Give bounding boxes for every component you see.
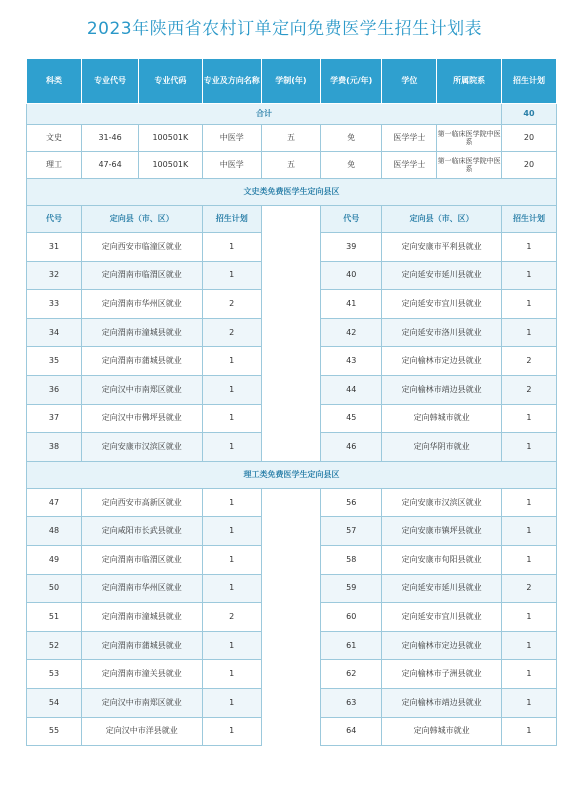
header-plan: 招生计划 — [501, 59, 556, 104]
row-code-right: 45 — [321, 404, 382, 433]
section-title-row — [27, 461, 557, 488]
row-code-right: 58 — [321, 545, 382, 574]
major-code: 31-46 — [82, 125, 139, 152]
row-county-right: 定向韩城市就业 — [382, 404, 502, 433]
row-code: 51 — [27, 603, 82, 632]
row-plan-right: 1 — [501, 545, 556, 574]
page-title: 2023年陕西省农村订单定向免费医学生招生计划表 — [86, 19, 483, 39]
row-plan-right: 2 — [501, 574, 556, 603]
row-code: 50 — [27, 574, 82, 603]
table-row — [27, 488, 557, 517]
row-plan: 1 — [202, 688, 261, 717]
header-subject: 科类 — [27, 59, 82, 104]
major-name: 中医学 — [202, 152, 261, 179]
row-code: 32 — [27, 261, 82, 290]
row-county-right: 定向榆林市子洲县就业 — [382, 660, 502, 689]
row-county-right: 定向延安市延川县就业 — [382, 574, 502, 603]
row-county-right: 定向延安市宜川县就业 — [382, 603, 502, 632]
row-plan: 1 — [202, 574, 261, 603]
row-plan-right: 1 — [501, 404, 556, 433]
row-code: 37 — [27, 404, 82, 433]
row-code-right: 41 — [321, 290, 382, 319]
row-code-right: 64 — [321, 717, 382, 746]
row-plan: 2 — [202, 318, 261, 347]
section-title: 文史类免费医学生定向县区 — [27, 179, 557, 206]
row-plan: 1 — [202, 631, 261, 660]
section-colhead-row — [27, 206, 557, 233]
row-county-right: 定向华阴市就业 — [382, 433, 502, 462]
gap-column — [261, 488, 320, 745]
row-plan-right: 1 — [501, 318, 556, 347]
major-school: 第一临床医学院中医系 — [437, 152, 502, 179]
row-code-right: 42 — [321, 318, 382, 347]
row-county: 定向渭南市潼城县就业 — [82, 318, 203, 347]
summary-label: 合计 — [27, 104, 502, 125]
row-county: 定向汉中市佛坪县就业 — [82, 404, 203, 433]
row-county-right: 定向榆林市定边县就业 — [382, 631, 502, 660]
major-row — [27, 125, 557, 152]
row-county: 定向渭南市潼城县就业 — [82, 603, 203, 632]
row-county: 定向汉中市南郑区就业 — [82, 688, 203, 717]
header-duration: 学制(年) — [261, 59, 320, 104]
row-county-right: 定向榆林市靖边县就业 — [382, 688, 502, 717]
row-code-right: 59 — [321, 574, 382, 603]
major-degree: 医学学士 — [382, 152, 437, 179]
row-county-right: 定向安康市旬阳县就业 — [382, 545, 502, 574]
row-plan: 1 — [202, 717, 261, 746]
row-plan-right: 1 — [501, 603, 556, 632]
major-row — [27, 152, 557, 179]
row-plan: 2 — [202, 603, 261, 632]
row-plan: 1 — [202, 433, 261, 462]
row-plan-right: 1 — [501, 488, 556, 517]
row-county-right: 定向安康市汉滨区就业 — [382, 488, 502, 517]
section-title-row — [27, 179, 557, 206]
row-plan-right: 1 — [501, 517, 556, 546]
row-plan: 1 — [202, 545, 261, 574]
row-code: 38 — [27, 433, 82, 462]
row-code: 49 — [27, 545, 82, 574]
row-county: 定向西安市高新区就业 — [82, 488, 203, 517]
gap-column — [261, 206, 320, 462]
major-school: 第一临床医学院中医系 — [437, 125, 502, 152]
major-duration: 五 — [261, 125, 320, 152]
row-county-right: 定向榆林市靖边县就业 — [382, 375, 502, 404]
row-plan: 1 — [202, 404, 261, 433]
section-title: 理工类免费医学生定向县区 — [27, 461, 557, 488]
major-id: 100501K — [139, 125, 202, 152]
summary-row — [27, 104, 557, 125]
row-county: 定向安康市汉滨区就业 — [82, 433, 203, 462]
row-code-right: 56 — [321, 488, 382, 517]
row-county-right: 定向延安市延川县就业 — [382, 261, 502, 290]
row-county: 定向西安市临潼区就业 — [82, 233, 203, 262]
colhead-plan: 招生计划 — [202, 206, 261, 233]
row-code: 34 — [27, 318, 82, 347]
colhead-plan-right: 招生计划 — [501, 206, 556, 233]
row-code: 54 — [27, 688, 82, 717]
row-plan-right: 1 — [501, 433, 556, 462]
row-plan-right: 1 — [501, 290, 556, 319]
row-plan-right: 2 — [501, 375, 556, 404]
row-plan-right: 1 — [501, 660, 556, 689]
row-code-right: 57 — [321, 517, 382, 546]
row-county: 定向渭南市华州区就业 — [82, 574, 203, 603]
row-code-right: 63 — [321, 688, 382, 717]
major-fee: 免 — [321, 152, 382, 179]
row-county: 定向渭南市蒲城县就业 — [82, 347, 203, 376]
colhead-code: 代号 — [27, 206, 82, 233]
row-code: 47 — [27, 488, 82, 517]
row-code: 55 — [27, 717, 82, 746]
row-code-right: 46 — [321, 433, 382, 462]
row-code-right: 44 — [321, 375, 382, 404]
row-code-right: 61 — [321, 631, 382, 660]
row-county: 定向渭南市华州区就业 — [82, 290, 203, 319]
plan-table — [26, 58, 557, 746]
summary-total: 40 — [501, 104, 556, 125]
header-fee: 学费(元/年) — [321, 59, 382, 104]
row-code: 52 — [27, 631, 82, 660]
major-duration: 五 — [261, 152, 320, 179]
row-county-right: 定向榆林市定边县就业 — [382, 347, 502, 376]
table-header-row — [27, 59, 557, 104]
row-county: 定向渭南市临渭区就业 — [82, 545, 203, 574]
row-plan-right: 1 — [501, 688, 556, 717]
header-school: 所属院系 — [437, 59, 502, 104]
major-plan: 20 — [501, 152, 556, 179]
row-county: 定向渭南市蒲城县就业 — [82, 631, 203, 660]
row-plan-right: 1 — [501, 261, 556, 290]
header-major-code: 专业代号 — [82, 59, 139, 104]
row-plan: 1 — [202, 261, 261, 290]
row-county-right: 定向安康市平利县就业 — [382, 233, 502, 262]
row-code-right: 43 — [321, 347, 382, 376]
row-code-right: 62 — [321, 660, 382, 689]
row-code: 35 — [27, 347, 82, 376]
row-code: 36 — [27, 375, 82, 404]
plan-table-wrapper — [26, 58, 557, 746]
major-id: 100501K — [139, 152, 202, 179]
row-county: 定向汉中市南郑区就业 — [82, 375, 203, 404]
row-county: 定向汉中市洋县就业 — [82, 717, 203, 746]
major-degree: 医学学士 — [382, 125, 437, 152]
row-plan: 2 — [202, 290, 261, 319]
major-fee: 免 — [321, 125, 382, 152]
row-county: 定向渭南市潼关县就业 — [82, 660, 203, 689]
major-name: 中医学 — [202, 125, 261, 152]
row-plan-right: 1 — [501, 717, 556, 746]
row-plan: 1 — [202, 660, 261, 689]
row-county-right: 定向韩城市就业 — [382, 717, 502, 746]
header-degree: 学位 — [382, 59, 437, 104]
major-plan: 20 — [501, 125, 556, 152]
header-major-id: 专业代码 — [139, 59, 202, 104]
header-major-name: 专业及方向名称 — [202, 59, 261, 104]
row-county-right: 定向安康市镇坪县就业 — [382, 517, 502, 546]
row-plan-right: 1 — [501, 233, 556, 262]
row-plan: 1 — [202, 517, 261, 546]
row-code-right: 60 — [321, 603, 382, 632]
row-plan-right: 1 — [501, 631, 556, 660]
row-plan: 1 — [202, 233, 261, 262]
row-code-right: 39 — [321, 233, 382, 262]
colhead-county-right: 定向县（市、区） — [382, 206, 502, 233]
row-county-right: 定向延安市宜川县就业 — [382, 290, 502, 319]
row-plan: 1 — [202, 347, 261, 376]
row-code: 31 — [27, 233, 82, 262]
row-county-right: 定向延安市洛川县就业 — [382, 318, 502, 347]
row-plan: 1 — [202, 375, 261, 404]
row-plan-right: 2 — [501, 347, 556, 376]
row-code: 48 — [27, 517, 82, 546]
colhead-county: 定向县（市、区） — [82, 206, 203, 233]
colhead-code-right: 代号 — [321, 206, 382, 233]
row-plan: 1 — [202, 488, 261, 517]
major-subject: 文史 — [27, 125, 82, 152]
row-code: 53 — [27, 660, 82, 689]
major-subject: 理工 — [27, 152, 82, 179]
row-county: 定向渭南市临渭区就业 — [82, 261, 203, 290]
row-code-right: 40 — [321, 261, 382, 290]
row-code: 33 — [27, 290, 82, 319]
row-county: 定向咸阳市长武县就业 — [82, 517, 203, 546]
major-code: 47-64 — [82, 152, 139, 179]
